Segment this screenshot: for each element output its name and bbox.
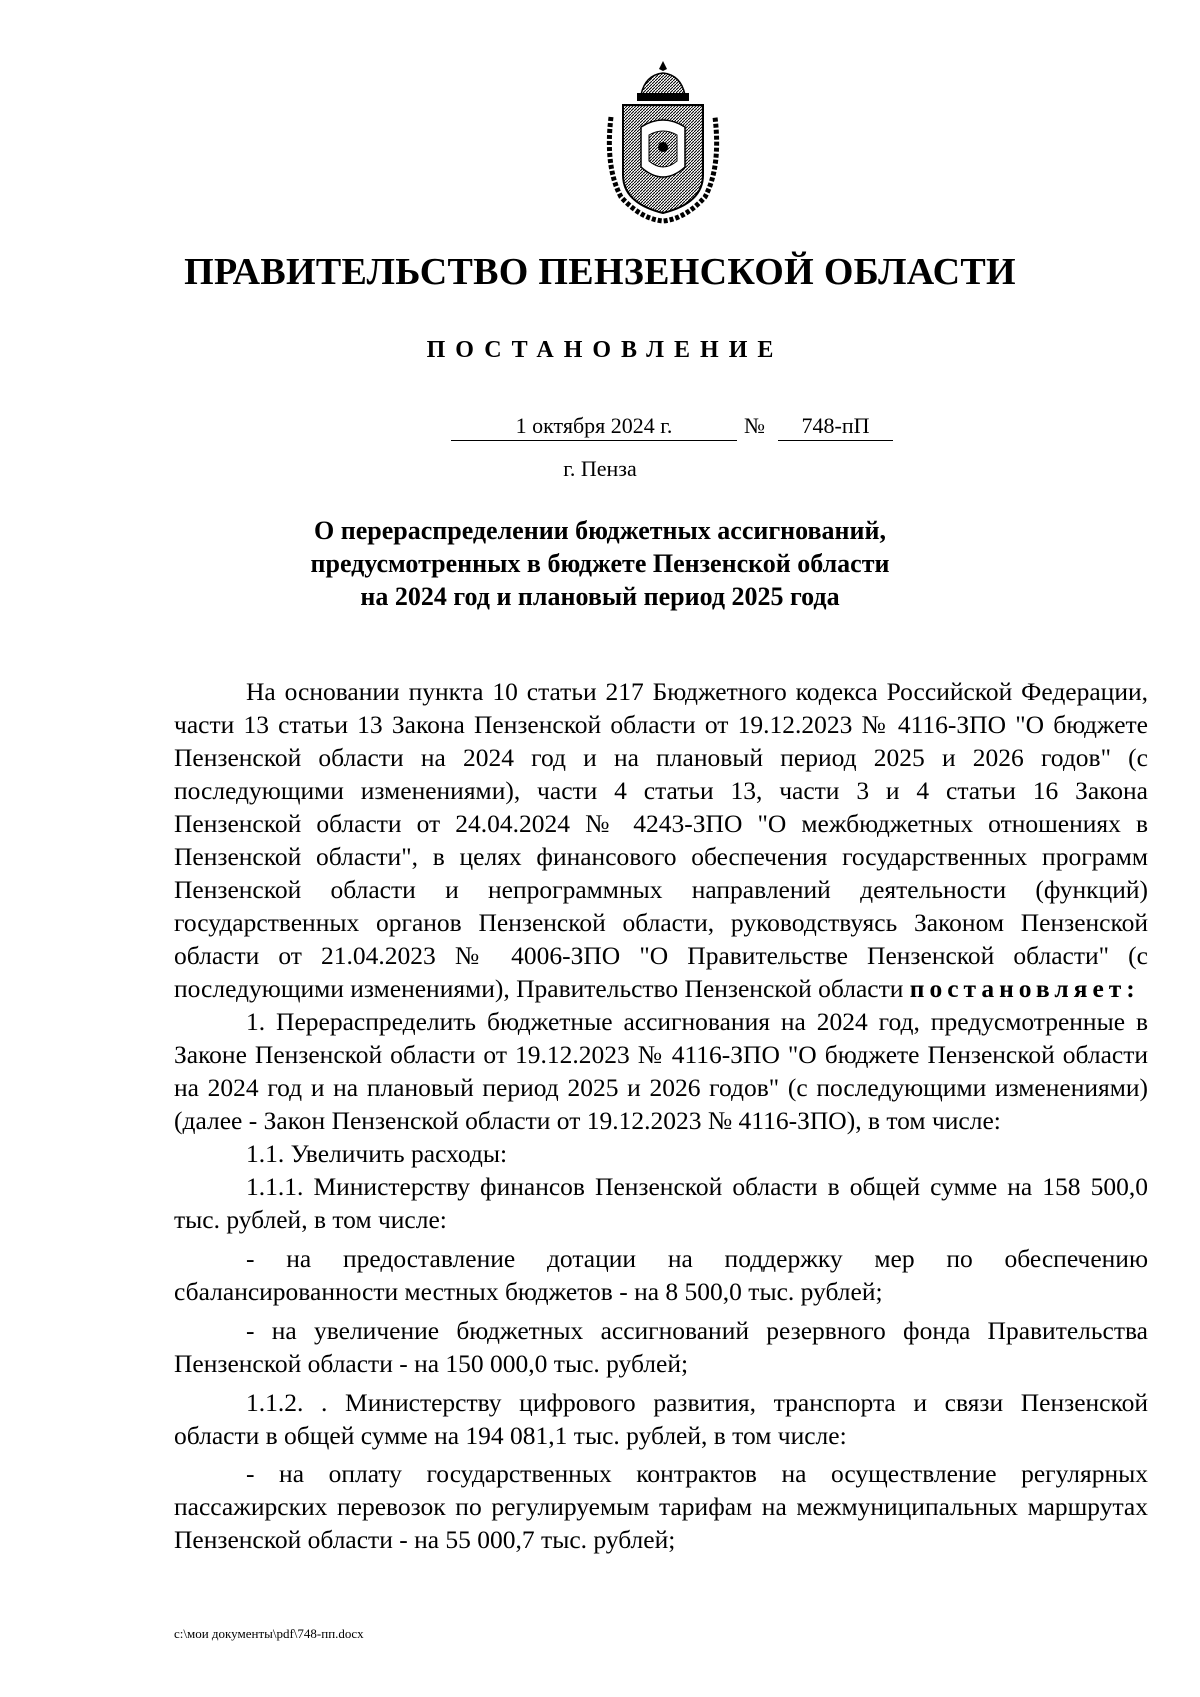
item-1-paragraph: 1. Перераспределить бюджетные ассигнования на 2024 год, предусмотренные в Законе Пензенской области от 19.12.2023 № 4116-ЗПО "О бюджете Пензенской области на 2024 год и на плановый период 2025 и 2026 годов" (с последующими изменениями) (далее - Закон Пензенской области от 19.12.2023 № 4116-ЗПО), в том числе: [174, 1007, 1148, 1135]
penza-coat-of-arms-icon [601, 57, 725, 225]
footer-file-path: c:\мои документы\pdf\748-пп.docx [174, 1626, 364, 1641]
document-title-line: О перераспределении бюджетных ассигнований, [314, 516, 886, 545]
document-title-line: предусмотренных в бюджете Пензенской области [310, 549, 890, 578]
document-title [0, 514, 1200, 613]
item-1-1-1-a-paragraph: - на предоставление дотации на поддержку мер по обеспечению сбалансированности местных бюджетов - на 8 500,0 тыс. рублей; [174, 1244, 1148, 1306]
city: г. Пенза [563, 456, 637, 481]
preamble-text: На основании пункта 10 статьи 217 Бюджетного кодекса Российской Федерации, части 13 статьи 13 Закона Пензенской области от 19.12.2023 № 4116-ЗПО "О бюджете Пензенской области на 2024 год и на плановый период 2025 и 2026 годов" (с последующими изменениями), части 4 статьи 13, части 3 и 4 статьи 16 Закона Пензенской области от 24.04.2024 № 4243-ЗПО "О межбюджетных отношениях в Пензенской области", в целях финансового обеспечения государственных программ Пензенской области и непрограммных направлений деятельности (функций) государственных органов Пензенской области, руководствуясь Законом Пензенской области от 21.04.2023 № 4006-ЗПО "О Правительстве Пензенской области" (с последующими изменениями), Правительство Пензенской области [174, 677, 1148, 1003]
resolves-word: постановляет: [909, 974, 1140, 1003]
date-number-line [0, 412, 1200, 448]
document-body [174, 675, 1148, 1556]
preamble-paragraph [174, 675, 1148, 1005]
document-date: 1 октября 2024 г. [451, 412, 737, 441]
government-title: ПРАВИТЕЛЬСТВО ПЕНЗЕНСКОЙ ОБЛАСТИ [184, 251, 1016, 293]
item-1-1-2-a-paragraph: - на оплату государственных контрактов на осуществление регулярных пассажирских перевозок по регулируемым тарифам на межмуниципальных маршрутах Пензенской области - на 55 000,7 тыс. рублей; [174, 1459, 1148, 1554]
document-type: ПОСТАНОВЛЕНИЕ [426, 337, 784, 363]
item-1-1-1-paragraph: 1.1.1. Министерству финансов Пензенской области в общей сумме на 158 500,0 тыс. рублей, в том числе: [174, 1172, 1148, 1234]
item-1-1-1-b-paragraph: - на увеличение бюджетных ассигнований резервного фонда Правительства Пензенской области - на 150 000,0 тыс. рублей; [174, 1316, 1148, 1378]
item-1-1-2-paragraph: 1.1.2. . Министерству цифрового развития, транспорта и связи Пензенской области в общей сумме на 194 081,1 тыс. рублей, в том числе: [174, 1388, 1148, 1450]
number-sign: № [744, 413, 765, 438]
item-1-1-paragraph: 1.1. Увеличить расходы: [246, 1139, 508, 1168]
document-number: 748-пП [778, 412, 893, 441]
document-title-line: на 2024 год и плановый период 2025 года [360, 582, 840, 611]
